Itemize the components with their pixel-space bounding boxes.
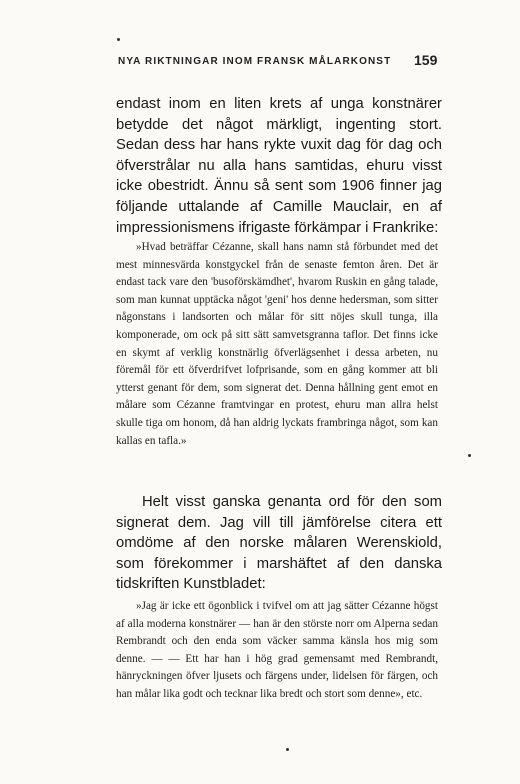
- print-speck: [286, 748, 289, 751]
- page-header: [0, 52, 520, 72]
- body-paragraph: endast inom en liten krets af unga konstnärer betydde det något märkligt, ingenting stort. Sedan dess har hans rykte vuxit dag för dag och öfverstrålar nu alla hans samtidas, ehuru visst icke obestridt. Ännu så sent som 1906 finner jag följande uttalande af Camille Mauclair, en af impressionismens ifrigaste förkämpar i Frankrike:: [116, 96, 442, 236]
- running-title: NYA RIKTNINGAR INOM FRANSK MÅLARKONST: [118, 56, 392, 67]
- print-speck: [117, 38, 120, 41]
- page-number: 159: [414, 52, 438, 68]
- block-quote: »Jag är icke ett ögonblick i tvifvel om att jag sätter Cézanne högst af alla moderna konstnärer — han är den störste norr om Alperna sedan Rembrandt och den enda som väcker samma känsla hos mig som denne. — — Ett har han i hög grad gemensamt med Rembrandt, hänryckningen öfver ljusets och färgens under, lidelsen för färgen, och han målar lika godt och tecknar lika bredt och stort som denne», etc.: [116, 600, 438, 700]
- body-paragraph: Helt visst ganska genanta ord för den som signerat dem. Jag vill till jämförelse citera ett omdöme af den norske målaren Werenskiold, som förekommer i marshäftet af den danska tidskriften Kunstbladet:: [116, 494, 442, 593]
- block-quote: »Hvad beträffar Cézanne, skall hans namn stå förbundet med det mest minnesvärda konstgyckel från de senaste femton åren. Det är endast tack vare den 'busoförskämdhet', hvarom Ruskin en gång talade, som man kunnat upptäcka något 'geni' hos denne hedersman, som sitter någonstans i landsorten och målar för sitt nöjes skull tunga, illa komponerade, om ock på sitt sätt samvetsgranna taflor. Det finns icke en skymt af verklig konstnärlig öfverlägsenhet i dessa arbeten, nu föremål för ett öfverdrifvet lofprisande, som en gång kommer att bli ytterst genant för dem, som signerat det. Denna hållning gent emot en målare som Cézanne framtvingar en protest, ehuru man allra helst skulle tiga om honom, då han aldrig lyckats frambringa något, som kan kallas en tafla.»: [116, 241, 438, 447]
- print-speck: [468, 454, 471, 457]
